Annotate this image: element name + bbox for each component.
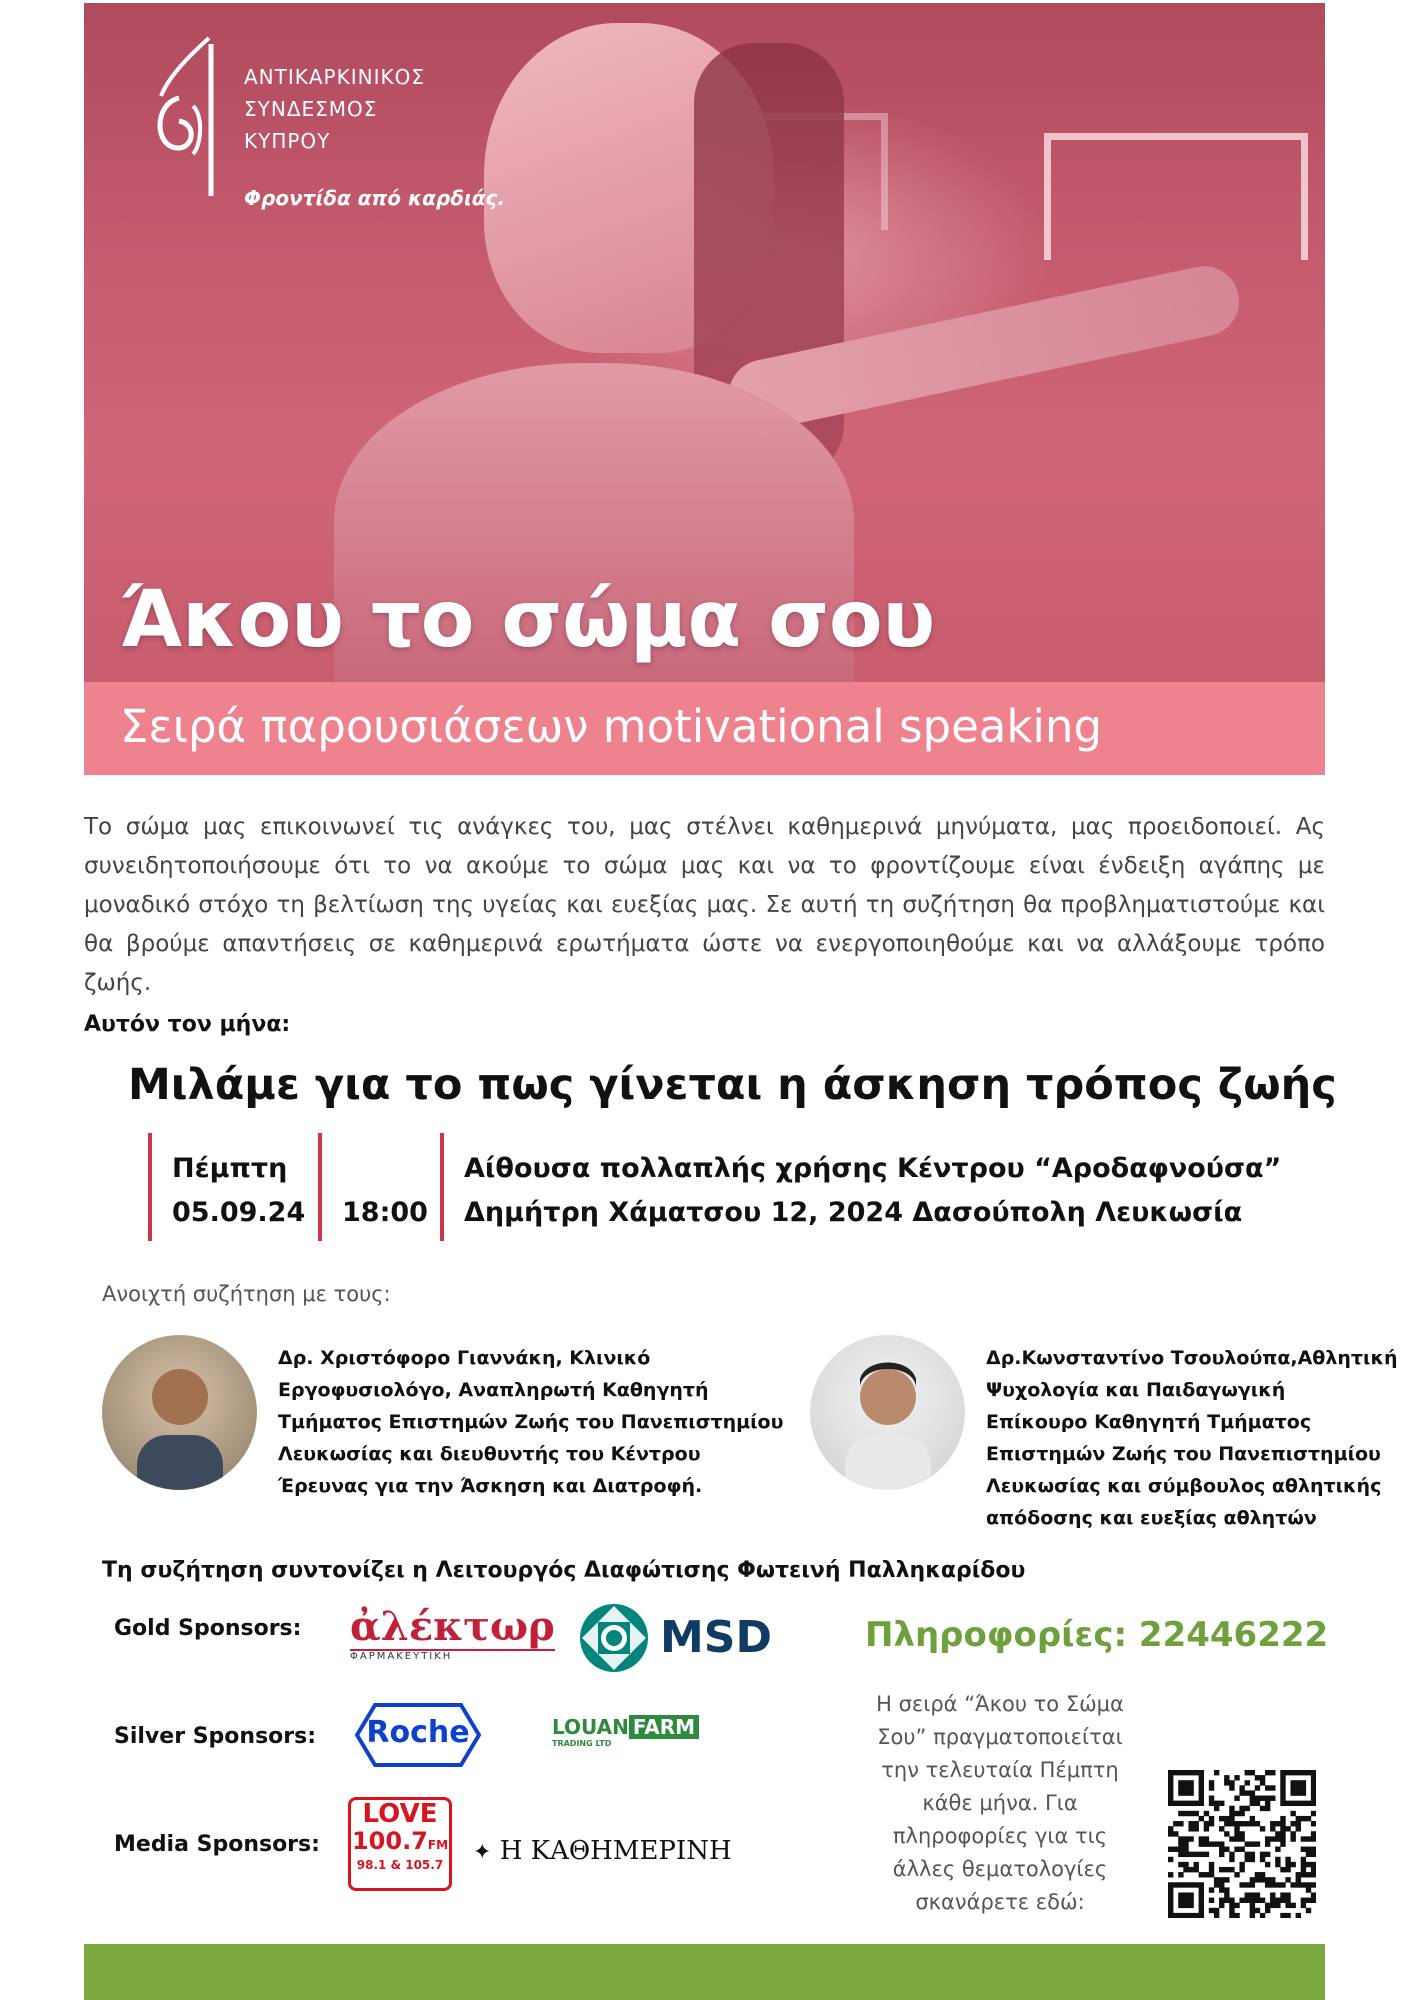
event-venue: Αίθουσα πολλαπλής χρήσης Κέντρου “Αροδαφνούσα” — [464, 1153, 1282, 1184]
love-radio-logo: LOVE 100.7FM 98.1 & 105.7 — [348, 1797, 452, 1891]
speaker-bio: Δρ. Χριστόφορο Γιαννάκη, Κλινικό Εργοφυσιολόγο, Αναπληρωτή Καθηγητή Τμήματος Επιστημών Ζωής του Πανεπιστημίου Λευκωσίας και διευθυντής του Κέντρου Έρευνας για την Άσκηση και Διατροφή. — [278, 1347, 784, 1497]
event-date: 05.09.24 — [172, 1197, 306, 1228]
topic-heading: Μιλάμε για το πως γίνεται η άσκηση τρόπος ζωής — [128, 1060, 1337, 1110]
speaker-bio: Δρ.Κωνσταντίνο Τσουλούπα,Αθλητική Ψυχολογία και Παιδαγωγική Επίκουρο Καθηγητή Τμήματος Επιστημών Ζωής του Πανεπιστημίου Λευκωσίας και σύμβουλος αθλητικής απόδοσης και ευεξίας αθλητών — [986, 1347, 1398, 1529]
gold-sponsors-label: Gold Sponsors: — [114, 1616, 302, 1641]
cancer-society-logo-icon — [149, 36, 229, 201]
logo-text-line: ΑΝΤΙΚΑΡΚΙΝΙΚΟΣ — [244, 65, 425, 89]
footer-band — [84, 1944, 1325, 2000]
logo-text-line: ΚΥΠΡΟΥ — [244, 129, 331, 153]
avatar — [102, 1335, 257, 1490]
event-address: Δημήτρη Χάματσου 12, 2024 Δασούπολη Λευκωσία — [464, 1197, 1243, 1228]
divider-bar — [440, 1133, 444, 1241]
divider-bar — [148, 1133, 152, 1241]
avatar — [810, 1335, 965, 1490]
media-sponsors-label: Media Sponsors: — [114, 1832, 320, 1857]
divider-bar — [318, 1133, 322, 1241]
event-day: Πέμπτη — [172, 1153, 288, 1184]
silver-sponsors-label: Silver Sponsors: — [114, 1724, 317, 1749]
info-phone: Πληροφορίες: 22446222 — [865, 1615, 1329, 1655]
page-title: Άκου το σώμα σου — [120, 575, 936, 665]
roche-logo: Roche — [355, 1703, 481, 1767]
series-note: Η σειρά “Άκου το Σώμα Σου” πραγματοποιείται την τελευταία Πέμπτη κάθε μήνα. Για πληροφορίες για τις άλλες θεματολογίες σκανάρετε εδώ: — [876, 1692, 1124, 1914]
louanfarm-logo: LOUAN FARM TRADING LTD — [552, 1715, 699, 1751]
kathimerini-logo: ✦ Η ΚΑΘΗΜΕΡΙΝΗ — [473, 1836, 732, 1866]
person-icon — [102, 1335, 257, 1490]
goal-post-graphic — [1044, 133, 1308, 260]
msd-logo-text: MSD — [660, 1612, 772, 1663]
discussion-label: Ανοιχτή συζήτηση με τους: — [102, 1282, 391, 1306]
hero-image — [84, 3, 1325, 682]
msd-logo-icon — [578, 1602, 650, 1674]
alektor-logo: ἀλέκτωρ ΦΑΡΜΑΚΕΥΤΙΚΗ — [350, 1603, 555, 1662]
person-icon — [810, 1335, 965, 1490]
intro-paragraph: Το σώμα μας επικοινωνεί τις ανάγκες του, μας στέλνει καθημερινά μηνύματα, μας προειδοποιεί. Ας συνειδητοποιήσουμε ότι το να ακούμε το σώμα μας και να το φροντίζουμε είναι ένδειξη αγάπης με μοναδικό στόχο τη βελτίωση της υγείας και ευεξίας μας. Σε αυτή τη συζήτηση θα προβληματιστούμε και θα βρούμε απαντήσεις σε καθημερινά ερωτήματα ώστε να ενεργοποιηθούμε και να αλλάξουμε τρόπο ζωής. — [84, 814, 1325, 996]
moderator-text: Τη συζήτηση συντονίζει η Λειτουργός Διαφώτισης Φωτεινή Παλληκαρίδου — [102, 1558, 1026, 1583]
kathimerini-emblem-icon: ✦ — [473, 1840, 492, 1865]
event-time: 18:00 — [342, 1197, 428, 1228]
month-label: Αυτόν τον μήνα: — [84, 1012, 291, 1037]
logo-tagline: Φροντίδα από καρδιάς. — [244, 186, 505, 210]
subtitle-band — [84, 682, 1325, 775]
page-subtitle: Σειρά παρουσιάσεων motivational speaking — [120, 700, 1103, 753]
qr-code-icon[interactable] — [1168, 1770, 1316, 1918]
logo-text-line: ΣΥΝΔΕΣΜΟΣ — [244, 97, 378, 121]
